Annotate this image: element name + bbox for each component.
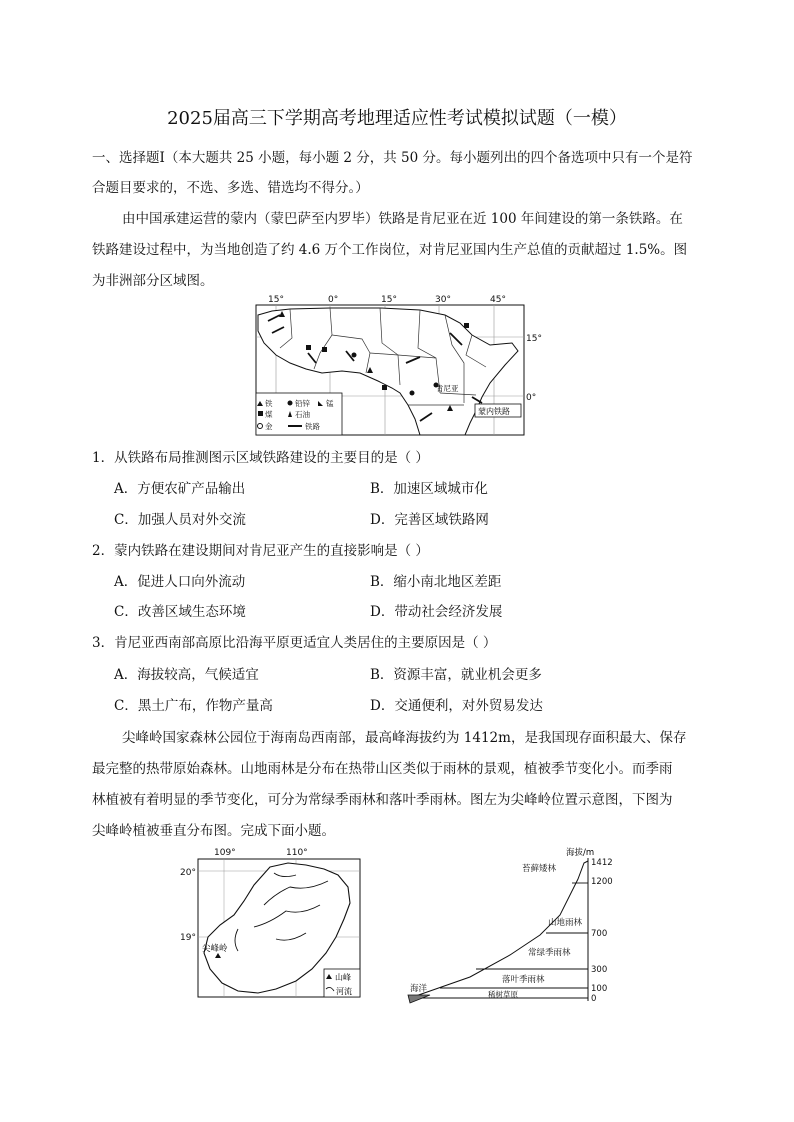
railway-callout-label: 蒙内铁路 [478,407,510,416]
tick-1412: 1412 [591,858,613,868]
passage1-line2: 铁路建设过程中，为当地创造了约 4.6 万个工作岗位，对肯尼亚国内生产总值的贡献超过 1.5%。图 [92,242,688,258]
passage1-line1: 由中国承建运营的蒙内（蒙巴萨至内罗毕）铁路是肯尼亚在近 100 年间建设的第一条铁路。在 [122,211,683,227]
tick-1200: 1200 [591,877,613,887]
question-2-option-d[interactable]: D．带动社会经济发展 [370,604,503,620]
question-1-option-b[interactable]: B．加速区域城市化 [370,481,488,497]
page-title: 2025届高三下学期高考地理适应性考试模拟试题（一模） [167,108,627,129]
lat-label: 0° [526,393,537,403]
question-1-option-d[interactable]: D．完善区域铁路网 [370,512,489,528]
lon-label: 110° [286,848,308,858]
passage2-line4: 尖峰岭植被垂直分布图。完成下面小题。 [92,823,335,839]
question-2-option-c[interactable]: C．改善区域生态环境 [114,604,246,620]
axis-label: 海拔/m [566,848,595,858]
tick-300: 300 [591,965,608,975]
passage1-line3: 为非洲部分区域图。 [92,273,214,289]
tick-700: 700 [591,929,608,939]
lon-label: 15° [268,295,284,305]
jianfengling-label: 尖峰岭 [202,944,228,954]
passage2-line1: 尖峰岭国家森林公园位于海南岛西南部，最高峰海拔约为 1412m，是我国现存面积最大、保存 [122,730,687,746]
question-3-option-a[interactable]: A．海拔较高，气候适宜 [114,667,259,683]
legend-river: 河流 [336,987,352,996]
legend-leadzinc: 铅锌 [295,399,310,408]
zone-moss-dwarf-forest: 苔藓矮林 [522,864,557,874]
kenya-label: 肯尼亚 [436,384,459,393]
legend-coal: 煤 [265,410,273,419]
question-2-option-a[interactable]: A．促进人口向外流动 [114,574,246,590]
passage2-line2: 最完整的热带原始森林。山地雨林是分布在热带山区类似于雨林的景观，植被季节变化小。而季雨 [92,761,673,777]
question-1-option-a[interactable]: A．方便农矿产品输出 [114,481,246,497]
question-1-stem: 1．从铁路布局推测图示区域铁路建设的主要目的是（ ） [92,450,429,466]
zone-savanna: 稀树草原 [488,990,518,999]
legend-oil: 石油 [295,410,310,419]
question-2-option-b[interactable]: B．缩小南北地区差距 [370,574,502,590]
lat-label: 19° [180,933,196,943]
legend-railway: 铁路 [305,422,320,431]
lat-label: 15° [526,334,542,344]
question-2-stem: 2．蒙内铁路在建设期间对肯尼亚产生的直接影响是（ ） [92,543,429,559]
lon-label: 0° [328,295,339,305]
vegetation-profile-chart [400,843,630,1008]
lon-label: 109° [214,848,236,858]
lon-label: 45° [490,295,506,305]
lon-label: 30° [435,295,451,305]
hainan-location-map [178,845,362,1000]
legend-manganese: 锰 [326,399,334,408]
lon-label: 15° [381,295,397,305]
tick-100: 100 [591,984,608,994]
legend-gold: 金 [265,422,273,431]
sea-label: 海洋 [410,984,428,994]
question-3-stem: 3．肯尼亚西南部高原比沿海平原更适宜人类居住的主要原因是（ ） [92,635,497,651]
section-instructions-2: 合题目要求的，不选、多选、错选均不得分。） [92,180,369,196]
zone-evergreen-monsoon: 常绿季雨林 [528,948,571,958]
question-3-option-c[interactable]: C．黑土广布，作物产量高 [114,698,273,714]
africa-map-figure [250,293,550,438]
passage2-line3: 林植被有着明显的季节变化，可分为常绿季雨林和落叶季雨林。图左为尖峰岭位置示意图，下图为 [92,792,673,808]
legend-iron: 铁 [265,399,273,408]
zone-mountain-rainforest: 山地雨林 [548,918,583,928]
question-3-option-d[interactable]: D．交通便利，对外贸易发达 [370,698,543,714]
legend-peak: 山峰 [335,973,351,982]
zone-deciduous-monsoon: 落叶季雨林 [502,975,545,985]
section-instructions-1: 一、选择题Ⅰ（本大题共 25 小题，每小题 2 分，共 50 分。每小题列出的四个备选项中只有一个是符 [92,150,693,166]
question-1-option-c[interactable]: C．加强人员对外交流 [114,512,246,528]
tick-0: 0 [591,994,597,1004]
question-3-option-b[interactable]: B．资源丰富，就业机会更多 [370,667,542,683]
lat-label: 20° [180,868,196,878]
